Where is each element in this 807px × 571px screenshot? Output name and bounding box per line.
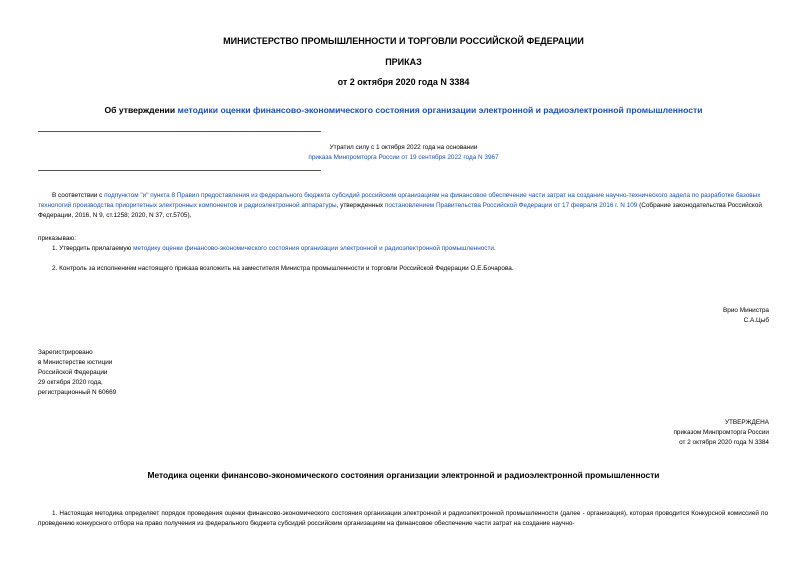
status-line-2 xyxy=(0,153,807,163)
ministry-heading: МИНИСТЕРСТВО ПРОМЫШЛЕННОСТИ И ТОРГОВЛИ РОССИЙСКОЙ ФЕДЕРАЦИИ xyxy=(223,36,584,46)
approved-block xyxy=(673,418,769,448)
doc-type-heading: ПРИКАЗ xyxy=(385,57,422,67)
approved-line-1: УТВЕРЖДЕНА xyxy=(724,419,769,426)
item-2: 2. Контроль за исполнением настоящего приказа возложить на заместителя Министра промышленности и торговли Российской Федерации О.Е.Бочарова. xyxy=(52,265,514,272)
signature-block xyxy=(723,306,769,326)
section-1-paragraph: 1. Настоящая методика определяет порядок проведения оценки финансово-экономического состояния организации электронной и радиоэлектронной промышленности (далее - организация), которая проводится Конкурсной комиссией по проведению конкурсного отбора на право получения из федерального бюджета субсидий российским организациям на финансовое обеспечение части затрат на создание научно- xyxy=(38,510,768,527)
registration-line-3: Российской Федерации xyxy=(38,369,108,376)
signature-name: С.А.Цыб xyxy=(743,317,769,324)
item-1-end: . xyxy=(493,245,496,252)
preamble-link-rules[interactable]: подпунктом "и" пункта 8 Правил предоставления из федерального бюджета субсидий российским организациям на финансовое обеспечение части затрат на создание научно-технического задела по разработке базовых технологий производства приоритетных электронных компонентов и радиоэлектронной аппаратуры xyxy=(38,192,761,209)
item-1-text: 1. Утвердить прилагаемую xyxy=(52,245,134,252)
document-title xyxy=(0,105,807,115)
status-line-1: Утратил силу с 1 октября 2022 года на основании xyxy=(329,144,478,151)
registration-line-5: регистрационный N 60669 xyxy=(38,389,117,396)
approved-line-2: приказом Минпромторга России xyxy=(673,429,769,436)
title-link[interactable]: методики оценки финансово-экономического состояния организации электронной и радиоэлектронной промышленности xyxy=(177,105,703,115)
registration-line-2: в Министерстве юстиции xyxy=(38,359,113,366)
registration-block xyxy=(38,348,116,398)
preamble-text-1: В соответствии с xyxy=(52,192,105,199)
divider-bottom xyxy=(38,170,321,171)
divider-top xyxy=(38,131,321,132)
item-1 xyxy=(38,244,768,254)
title-prefix: Об утверждении xyxy=(104,105,178,115)
order-word: приказываю: xyxy=(38,235,76,242)
signature-position: Врио Министра xyxy=(723,307,769,314)
approved-line-3: от 2 октября 2020 года N 3384 xyxy=(679,439,769,446)
preamble-text-3: (Собрание законодательства Российской Федерации, 2016, N 9, ст.1258; 2020, N 37, ст.5705), xyxy=(38,202,762,219)
date-number-heading: от 2 октября 2020 года N 3384 xyxy=(337,77,470,87)
preamble-paragraph xyxy=(38,191,768,221)
item-1-link[interactable]: методику оценки финансово-экономического состояния организации электронной и радиоэлектронной промышленности xyxy=(133,245,494,252)
registration-line-1: Зарегистрировано xyxy=(38,349,93,356)
status-link[interactable]: приказа Минпромторга России от 19 сентября 2022 года N 3967 xyxy=(308,154,499,161)
preamble-text-2: , утвержденных xyxy=(336,202,385,209)
preamble-link-resolution[interactable]: постановлением Правительства Российской Федерации от 17 февраля 2016 г. N 109 xyxy=(384,202,638,209)
registration-line-4: 29 октября 2020 года, xyxy=(38,379,103,386)
methodology-title: Методика оценки финансово-экономического состояния организации электронной и радиоэлектронной промышленности xyxy=(147,470,660,480)
